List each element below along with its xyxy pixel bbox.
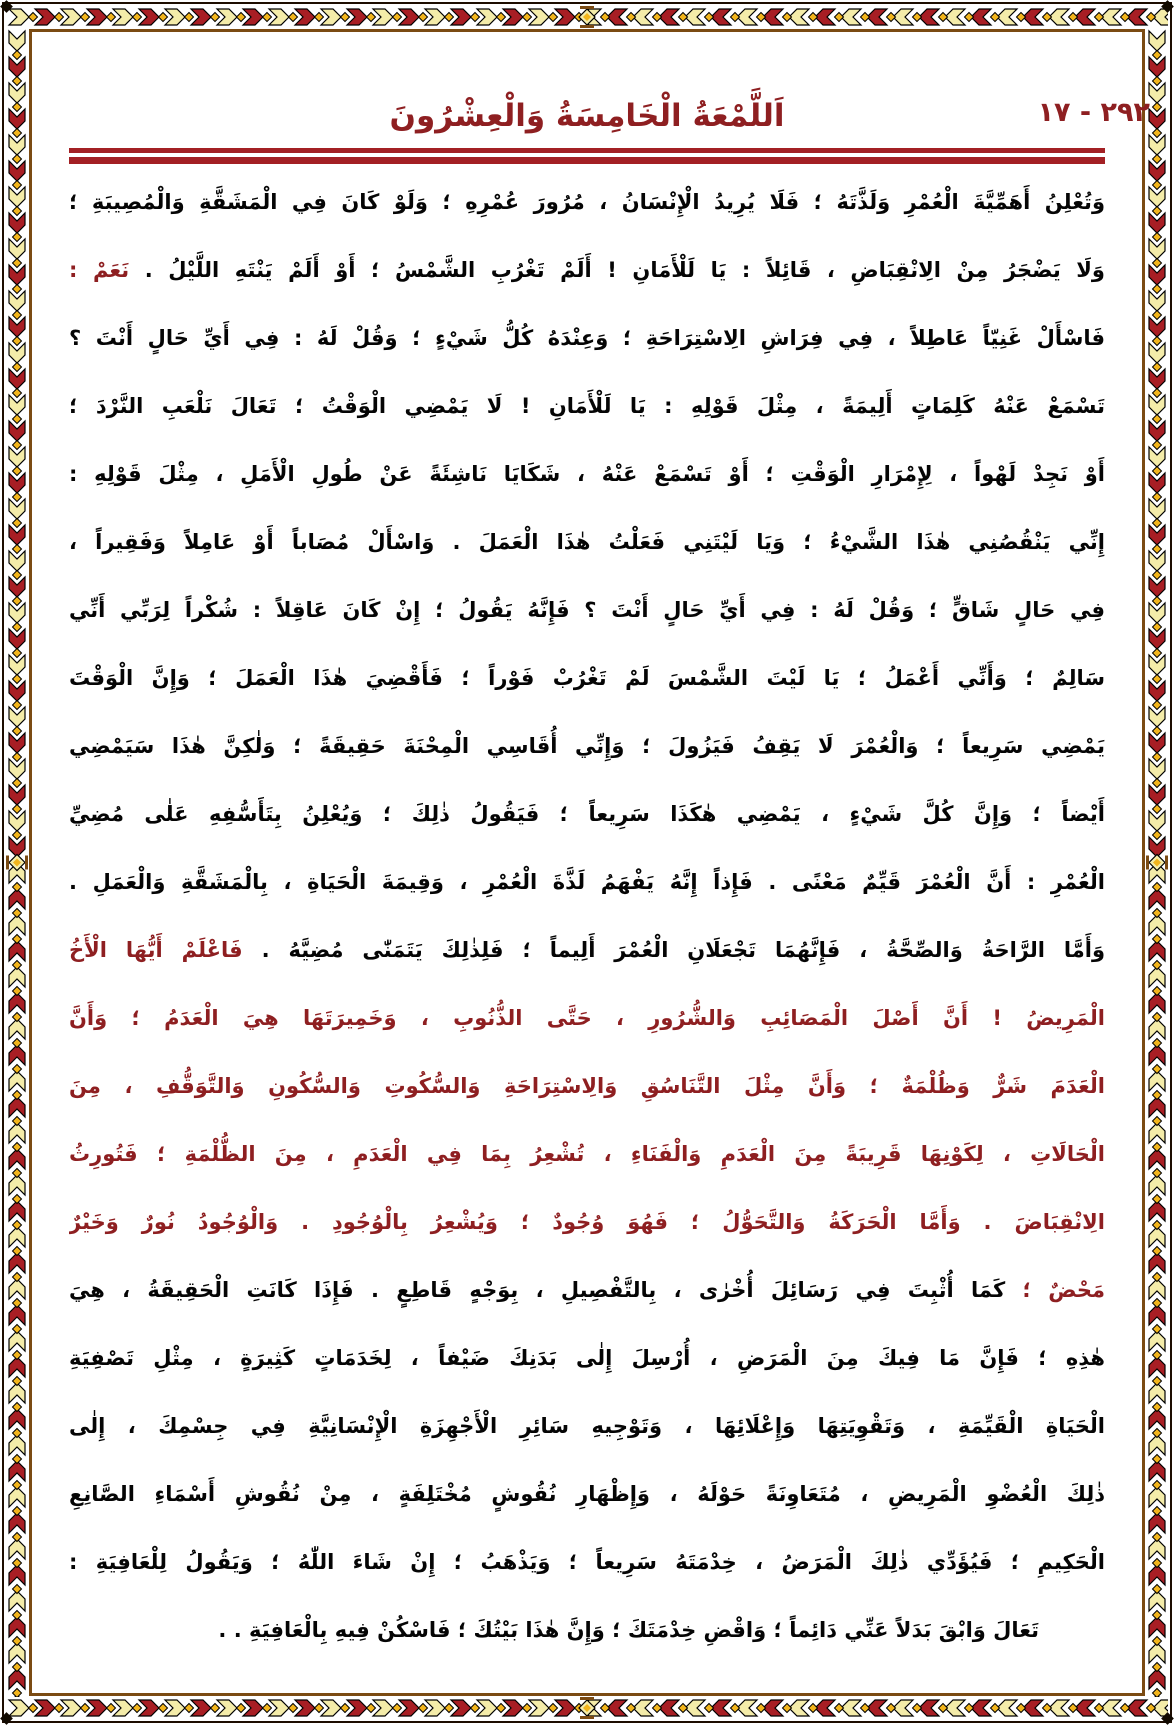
text-line [69, 236, 1105, 304]
text-line [69, 916, 1105, 984]
body-text [69, 168, 1105, 1664]
text-segment: مَحْضٌ ؛ [1022, 1278, 1105, 1302]
text-segment: تَعَالَ وَابْقَ بَدَلاً عَنِّي دَائِماً ؛ وَاقْضِ خِدْمَتَكَ ؛ وَإِنَّ هٰذَا بَيْتُكَ ؛ فَاسْكُنْ فِيهِ بِالْعَافِيَةِ . . [218, 1618, 1039, 1642]
page-number: ٢٩٢ - ١٧ [1037, 97, 1150, 128]
text-line [69, 1120, 1105, 1188]
text-segment: وَأَمَّا الرَّاحَةُ وَالصِّحَّةُ ، فَإِنَّهُمَا تَجْعَلَانِ الْعُمْرَ أَلِيماً ؛ فَلِذٰلِكَ يَتَمَنّٰى مُضِيَّهُ . [261, 938, 1105, 962]
text-line [69, 1460, 1105, 1528]
page-header [69, 34, 1150, 134]
text-segment: الِانْقِبَاضَ . وَأَمَّا الْحَرَكَةُ وَالتَّحَوُّلُ ؛ فَهُوَ وُجُودٌ ؛ وَيُشْعِرُ بِالْوُجُودِ . وَالْوُجُودُ نُورٌ وَخَيْرٌ [69, 1210, 1105, 1234]
text-line [69, 168, 1105, 236]
text-line [69, 712, 1105, 780]
text-line [69, 1596, 1105, 1664]
text-line [69, 1324, 1105, 1392]
text-line [69, 1256, 1105, 1324]
text-line [69, 1392, 1105, 1460]
text-segment: إِنِّي يَنْقُصُنِي هٰذَا الشَّيْءُ ؛ وَيَا لَيْتَنِي فَعَلْتُ هٰذَا الْعَمَلَ . وَاسْأَلْ مُصَاباً أَوْ عَامِلاً وَفَقِيراً ، [69, 530, 1105, 554]
text-segment: هٰذِهِ ؛ فَإِنَّ مَا فِيكَ مِنَ الْمَرَضِ ، أُرْسِلَ إِلٰى بَدَنِكَ ضَيْفاً ، لِخَدَمَاتٍ كَثِيرَةٍ ، مِثْلِ تَصْفِيَةِ [69, 1346, 1105, 1370]
text-segment: وَتُعْلِنُ أَهَمِّيَّةَ الْعُمْرِ وَلَذَّتَهُ ؛ فَلَا يُرِيدُ الْإِنْسَانُ ، مُرُورَ عُمْرِهِ ؛ وَلَوْ كَانَ فِي الْمَشَقَّةِ وَالْمُصِيبَةِ ؛ [69, 190, 1105, 214]
text-segment: تَسْمَعْ عَنْهُ كَلِمَاتٍ أَلِيمَةً ، مِثْلَ قَوْلِهِ : يَا لَلْأَمَانِ ! لَا يَمْضِي الْوَقْتُ ؛ تَعَالَ نَلْعَبِ النَّرْدَ ؛ [69, 394, 1105, 418]
text-segment: أَوْ نَجِدْ لَهْواً ، لِإِمْرَارِ الْوَقْتِ ؛ أَوْ تَسْمَعْ عَنْهُ ، شَكَايَا نَاشِئَةً عَنْ طُولِ الْأَمَلِ ، مِثْلَ قَوْلِهِ : [69, 462, 1105, 486]
page-title: اَللَّمْعَةُ الْخَامِسَةُ وَالْعِشْرُونَ [389, 98, 785, 134]
text-segment: وَلَا يَضْجَرُ مِنْ الِانْقِبَاضِ ، قَائِلاً : يَا لَلْأَمَانِ ! أَلَمْ تَغْرُبِ الشَّمْسُ ؛ أَوْ أَلَمْ يَنْتَهِ اللَّيْلُ . [144, 258, 1105, 282]
rule-bar-bottom [69, 157, 1105, 164]
text-segment: يَمْضِي سَرِيعاً ؛ وَالْعُمْرَ لَا يَقِفُ فَيَزُولَ ؛ وَإِنِّي أُقَاسِي الْمِحْنَةَ حَقِيقَةً ؛ وَلٰكِنَّ هٰذَا سَيَمْضِي [69, 734, 1105, 758]
ornamental-border-top [6, 6, 1168, 28]
page-content [0, 34, 1174, 1664]
text-segment: الْمَرِيضُ ! أَنَّ أَصْلَ الْمَصَائِبِ وَالشُّرُورِ ، حَتَّى الذُّنُوبِ ، وَخَمِيرَتَهَا هِيَ الْعَدَمُ ؛ وَأَنَّ [69, 1006, 1105, 1030]
text-segment: نَعَمْ : [69, 258, 145, 282]
text-line [69, 372, 1105, 440]
text-line [69, 848, 1105, 916]
text-line [69, 984, 1105, 1052]
text-segment: الْعَدَمَ شَرٌّ وَظُلْمَةٌ ؛ وَأَنَّ مِثْلَ التَّنَاسُقِ وَالِاسْتِرَاحَةِ وَالسُّكُوتِ وَالسُّكُونِ وَالتَّوَقُّفِ ، مِنَ [69, 1074, 1105, 1098]
text-segment: الْحَكِيمِ ؛ فَيُؤَدِّي ذٰلِكَ الْمَرَضُ ، خِدْمَتَهُ سَرِيعاً ؛ وَيَذْهَبُ ؛ إِنْ شَاءَ اللّٰهُ ؛ وَيَقُولُ لِلْعَافِيَةِ : [69, 1550, 1105, 1574]
text-line [69, 1188, 1105, 1256]
text-segment: سَالِمٌ ؛ وَأَنِّي أَعْمَلُ ؛ يَا لَيْتَ الشَّمْسَ لَمْ تَغْرُبْ فَوْراً ؛ فَأَقْضِيَ هٰذَا الْعَمَلَ ؛ وَإِنَّ الْوَقْتَ [69, 666, 1105, 690]
text-segment: الْعُمْرِ : أَنَّ الْعُمْرَ قَيِّمٌ مَعْنًى . فَإِذاً إِنَّهُ يَفْهَمُ لَذَّةَ الْعُمْرِ ، وَقِيمَةَ الْحَيَاةِ ، بِالْمَشَقَّةِ وَالْعَمَلِ . [69, 870, 1105, 894]
text-line [69, 1052, 1105, 1120]
text-line [69, 780, 1105, 848]
text-line [69, 440, 1105, 508]
chain-pattern [6, 6, 1168, 28]
text-segment: ذٰلِكَ الْعُضْوِ الْمَرِيضِ ، مُتَعَاوِنَةً حَوْلَهُ ، وَإِظْهَارِ نُقُوشٍ مُخْتَلِفَةٍ ، مِنْ نُقُوشِ أَسْمَاءِ الصَّانِعِ [69, 1482, 1105, 1506]
text-segment: فَاعْلَمْ أَيُّهَا الْأَخُ [69, 938, 262, 962]
text-line [69, 576, 1105, 644]
text-segment: فِي حَالٍ شَاقٍّ ؛ وَقُلْ لَهُ : فِي أَيِّ حَالٍ أَنْتَ ؟ فَإِنَّهُ يَقُولُ ؛ إِنْ كَانَ عَاقِلاً : شُكْراً لِرَبِّي أَنِّي [69, 598, 1105, 622]
text-segment: فَاسْأَلْ غَنِيّاً عَاطِلاً ، فِي فِرَاشِ الِاسْتِرَاحَةِ ؛ وَعِنْدَهُ كُلُّ شَيْءٍ ؛ وَقُلْ لَهُ : فِي أَيِّ حَالٍ أَنْتَ ؟ [69, 326, 1105, 350]
text-segment: أَيْضاً ؛ وَإِنَّ كُلَّ شَيْءٍ ، يَمْضِي هٰكَذَا سَرِيعاً ؛ فَيَقُولُ ذٰلِكَ ؛ وَيُعْلِنُ بِتَأَسُّفِهِ عَلٰى مُضِيِّ [69, 802, 1105, 826]
text-segment: الْحَيَاةِ الْقَيِّمَةِ ، وَتَقْوِيَتِهَا وَإِعْلَائِهَا ، وَتَوْجِيهِ سَائِرِ الْأَجْهِزَةِ الْإِنْسَانِيَّةِ فِي جِسْمِكَ ، إِلٰى [69, 1414, 1105, 1438]
text-segment: كَمَا أُثْبِتَ فِي رَسَائِلَ أُخْرٰى ، بِالتَّفْصِيلِ ، بِوَجْهٍ قَاطِعٍ . فَإِذَا كَانَتِ الْحَقِيقَةُ ، هِيَ [69, 1278, 1023, 1302]
text-segment: الْحَالَاتِ ، لِكَوْنِهَا قَرِيبَةً مِنَ الْعَدَمِ وَالْفَنَاءِ ، تُشْعِرُ بِمَا فِي الْعَدَمِ ، مِنَ الظُّلْمَةِ ؛ فَتُورِثُ [69, 1142, 1105, 1166]
text-line [69, 1528, 1105, 1596]
text-line [69, 304, 1105, 372]
chain-pattern [6, 1697, 1168, 1719]
text-line [69, 644, 1105, 712]
text-line [69, 508, 1105, 576]
ornamental-border-bottom [6, 1697, 1168, 1719]
double-rule [69, 148, 1105, 164]
